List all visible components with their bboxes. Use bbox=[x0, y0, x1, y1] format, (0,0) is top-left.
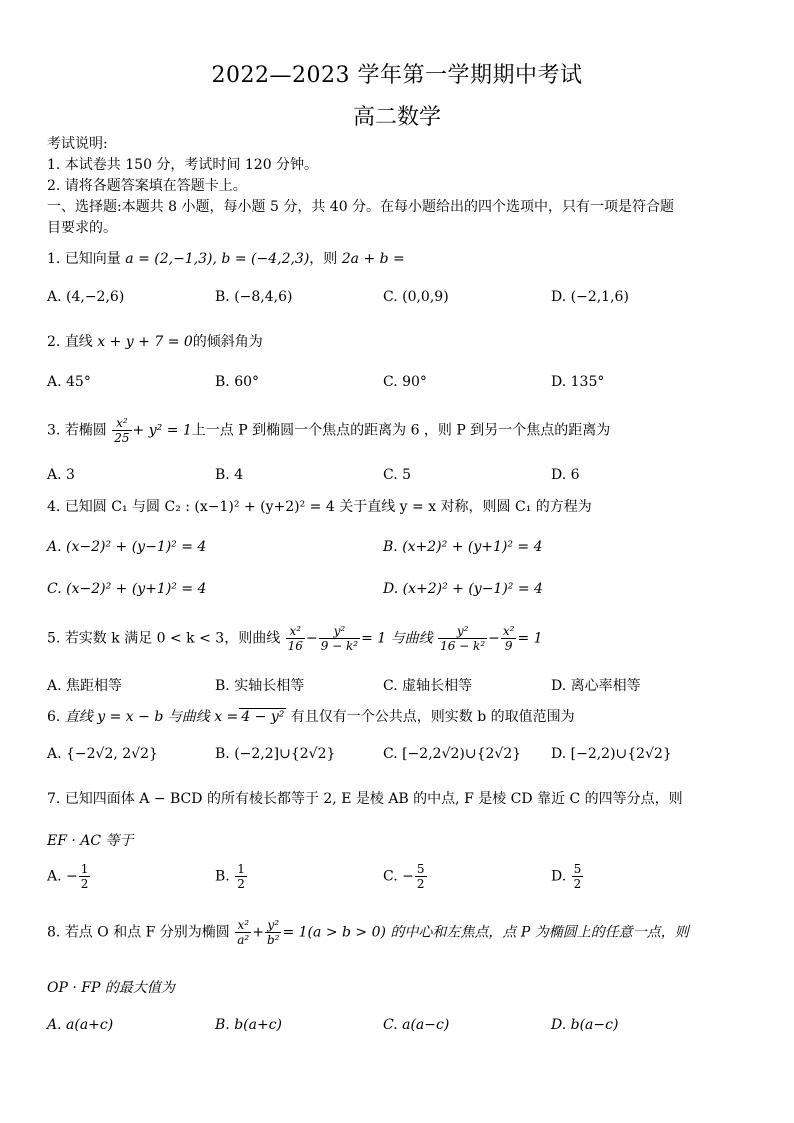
option-a[interactable]: A. a(a+c) bbox=[47, 1017, 114, 1033]
option-d[interactable]: D. 135° bbox=[551, 374, 605, 390]
question-number: 3. bbox=[47, 422, 61, 439]
option-b[interactable]: B. $\frac{1}{2}$ bbox=[215, 862, 245, 891]
question-math: + y² = 1 bbox=[132, 422, 192, 439]
exam-title: 2022—2023 学年第一学期期中考试 bbox=[211, 63, 583, 88]
section-heading-line1: 一、选择题:本题共 8 小题，每小题 5 分，共 40 分。在每小题给出的四个选项中，只有一项是符合题 bbox=[47, 199, 675, 215]
question-4 bbox=[47, 496, 592, 516]
question-3 bbox=[47, 416, 610, 445]
option-c[interactable]: C. − $\frac{5}{2}$ bbox=[383, 862, 425, 891]
fraction: $\frac{\text{x²}}{9}$ bbox=[502, 624, 515, 653]
question-math: = 1(a > b > 0) 的中心和左焦点，点 P 为椭圆上的任意一点，则 bbox=[282, 924, 689, 941]
option-a[interactable]: A. {−2√2, 2√2} bbox=[47, 746, 158, 762]
option-d[interactable]: D. $\frac{5}{2}$ bbox=[551, 862, 582, 891]
option-c[interactable]: C. (x−2)² + (y+1)² = 4 bbox=[47, 581, 207, 597]
question-text: 若实数 k 满足 0 < k < 3，则曲线 bbox=[64, 630, 281, 647]
fraction: $\frac{\text{x²}}{25}$ bbox=[114, 416, 130, 445]
question-text: 已知四面体 A − BCD 的所有棱长都等于 2, E 是棱 AB 的中点, F 是棱 CD 靠近 C 的四等分点，则 bbox=[64, 791, 683, 807]
question-2 bbox=[47, 331, 263, 351]
question-5: 5. 若实数 k 满足 0 < k < 3，则曲线 $\frac{\text{x²}}{16}$ − $\frac{\text{y²}}{\text{9 − k²}}$ = 1 与曲线 $\frac{\text{y²}}{\text{16 − k²}}$ − $\frac{\text{x²}}{9}$ = 1 bbox=[47, 624, 543, 653]
option-d[interactable]: D. b(a−c) bbox=[551, 1017, 619, 1033]
option-c[interactable]: C. 90° bbox=[383, 374, 427, 390]
option-a[interactable]: A. 3 bbox=[47, 467, 75, 483]
option-b[interactable]: B. 4 bbox=[215, 467, 244, 483]
option-b[interactable]: B. b(a+c) bbox=[215, 1017, 282, 1033]
question-8: 8. 若点 O 和点 F 分别为椭圆 $\frac{\text{x²}}{\text{a²}}$ + $\frac{\text{y²}}{\text{b²}}$ = 1(a > b > 0) 的中心和左焦点，点 P 为椭圆上的任意一点，则 bbox=[47, 918, 689, 947]
option-c[interactable]: C. (0,0,9) bbox=[383, 289, 449, 305]
question-text: 有且仅有一个公共点，则实数 b 的取值范围为 bbox=[290, 709, 575, 725]
option-b[interactable]: B. 实轴长相等 bbox=[215, 678, 305, 694]
question-number: 6. bbox=[47, 709, 61, 725]
question-7-continued: EF · AC 等于 bbox=[47, 833, 134, 849]
fraction: $\frac{\text{y²}}{\text{b²}}$ bbox=[266, 918, 280, 947]
option-a[interactable]: A. (4,−2,6) bbox=[47, 289, 125, 305]
option-c[interactable]: C. a(a−c) bbox=[383, 1017, 450, 1033]
question-math: = 1 bbox=[517, 630, 543, 647]
option-a[interactable]: A. (x−2)² + (y−1)² = 4 bbox=[47, 539, 207, 555]
question-number: 8. bbox=[47, 924, 61, 941]
sqrt-expression: 4 − y² bbox=[241, 709, 285, 725]
option-b[interactable]: B. (x+2)² + (y+1)² = 4 bbox=[383, 539, 543, 555]
option-c[interactable]: C. 虚轴长相等 bbox=[383, 678, 473, 694]
instruction-item-2: 2. 请将各题答案填在答题卡上。 bbox=[47, 178, 247, 194]
option-c[interactable]: C. [−2,2√2)∪{2√2} bbox=[383, 746, 522, 762]
option-d[interactable]: D. (x+2)² + (y−1)² = 4 bbox=[383, 581, 543, 597]
option-a[interactable]: A. − $\frac{1}{2}$ bbox=[47, 862, 89, 891]
section-heading-line2: 目要求的。 bbox=[47, 220, 117, 236]
question-number: 4. bbox=[47, 499, 61, 515]
fraction: $\frac{\text{y²}}{\text{16 − k²}}$ bbox=[440, 624, 486, 653]
question-number: 2. bbox=[47, 334, 61, 350]
option-b[interactable]: B. (−2,2]∪{2√2} bbox=[215, 746, 336, 762]
question-7 bbox=[47, 788, 683, 808]
question-8-continued: OP · FP 的最大值为 bbox=[47, 980, 175, 996]
question-number: 1. bbox=[47, 251, 61, 267]
option-d[interactable]: D. 离心率相等 bbox=[551, 678, 641, 694]
question-text: 的倾斜角为 bbox=[192, 334, 263, 350]
fraction: $\frac{\text{y²}}{\text{9 − k²}}$ bbox=[320, 624, 359, 653]
option-d[interactable]: D. [−2,2)∪{2√2} bbox=[551, 746, 672, 762]
instruction-item-1: 1. 本试卷共 150 分，考试时间 120 分钟。 bbox=[47, 157, 319, 173]
question-text: 上一点 P 到椭圆一个焦点的距离为 6 ，则 P 到另一个焦点的距离为 bbox=[191, 422, 611, 439]
option-b[interactable]: B. 60° bbox=[215, 374, 260, 390]
question-math: 2a + b = bbox=[341, 251, 405, 267]
option-d[interactable]: D. (−2,1,6) bbox=[551, 289, 629, 305]
question-math: = 1 与曲线 bbox=[361, 630, 433, 647]
question-text: 直线 bbox=[64, 334, 93, 350]
option-d[interactable]: D. 6 bbox=[551, 467, 580, 483]
question-text: 已知圆 C₁ 与圆 C₂ : (x−1)² + (y+2)² = 4 关于直线 y = x 对称，则圆 C₁ 的方程为 bbox=[64, 499, 592, 515]
question-number: 5. bbox=[47, 630, 61, 647]
question-math: x + y + 7 = 0 bbox=[97, 334, 193, 350]
question-text: 若椭圆 bbox=[64, 422, 107, 439]
option-c[interactable]: C. 5 bbox=[383, 467, 412, 483]
fraction: $\frac{\text{x²}}{\text{a²}}$ bbox=[237, 918, 250, 947]
question-math: a = (2,−1,3), b = (−4,2,3) bbox=[125, 251, 310, 267]
question-6 bbox=[47, 706, 575, 726]
question-text: 若点 O 和点 F 分别为椭圆 bbox=[64, 924, 230, 941]
question-text: 已知向量 bbox=[64, 251, 121, 267]
exam-subtitle: 高二数学 bbox=[352, 105, 441, 130]
question-number: 7. bbox=[47, 791, 61, 807]
fraction: $\frac{\text{x²}}{16}$ bbox=[287, 624, 303, 653]
question-text: 直线 y = x − b 与曲线 x = bbox=[64, 709, 239, 725]
option-a[interactable]: A. 焦距相等 bbox=[47, 678, 123, 694]
option-a[interactable]: A. 45° bbox=[47, 374, 91, 390]
instructions-heading: 考试说明: bbox=[47, 136, 108, 152]
option-b[interactable]: B. (−8,4,6) bbox=[215, 289, 293, 305]
question-text: ，则 bbox=[309, 251, 338, 267]
question-1 bbox=[47, 248, 405, 268]
